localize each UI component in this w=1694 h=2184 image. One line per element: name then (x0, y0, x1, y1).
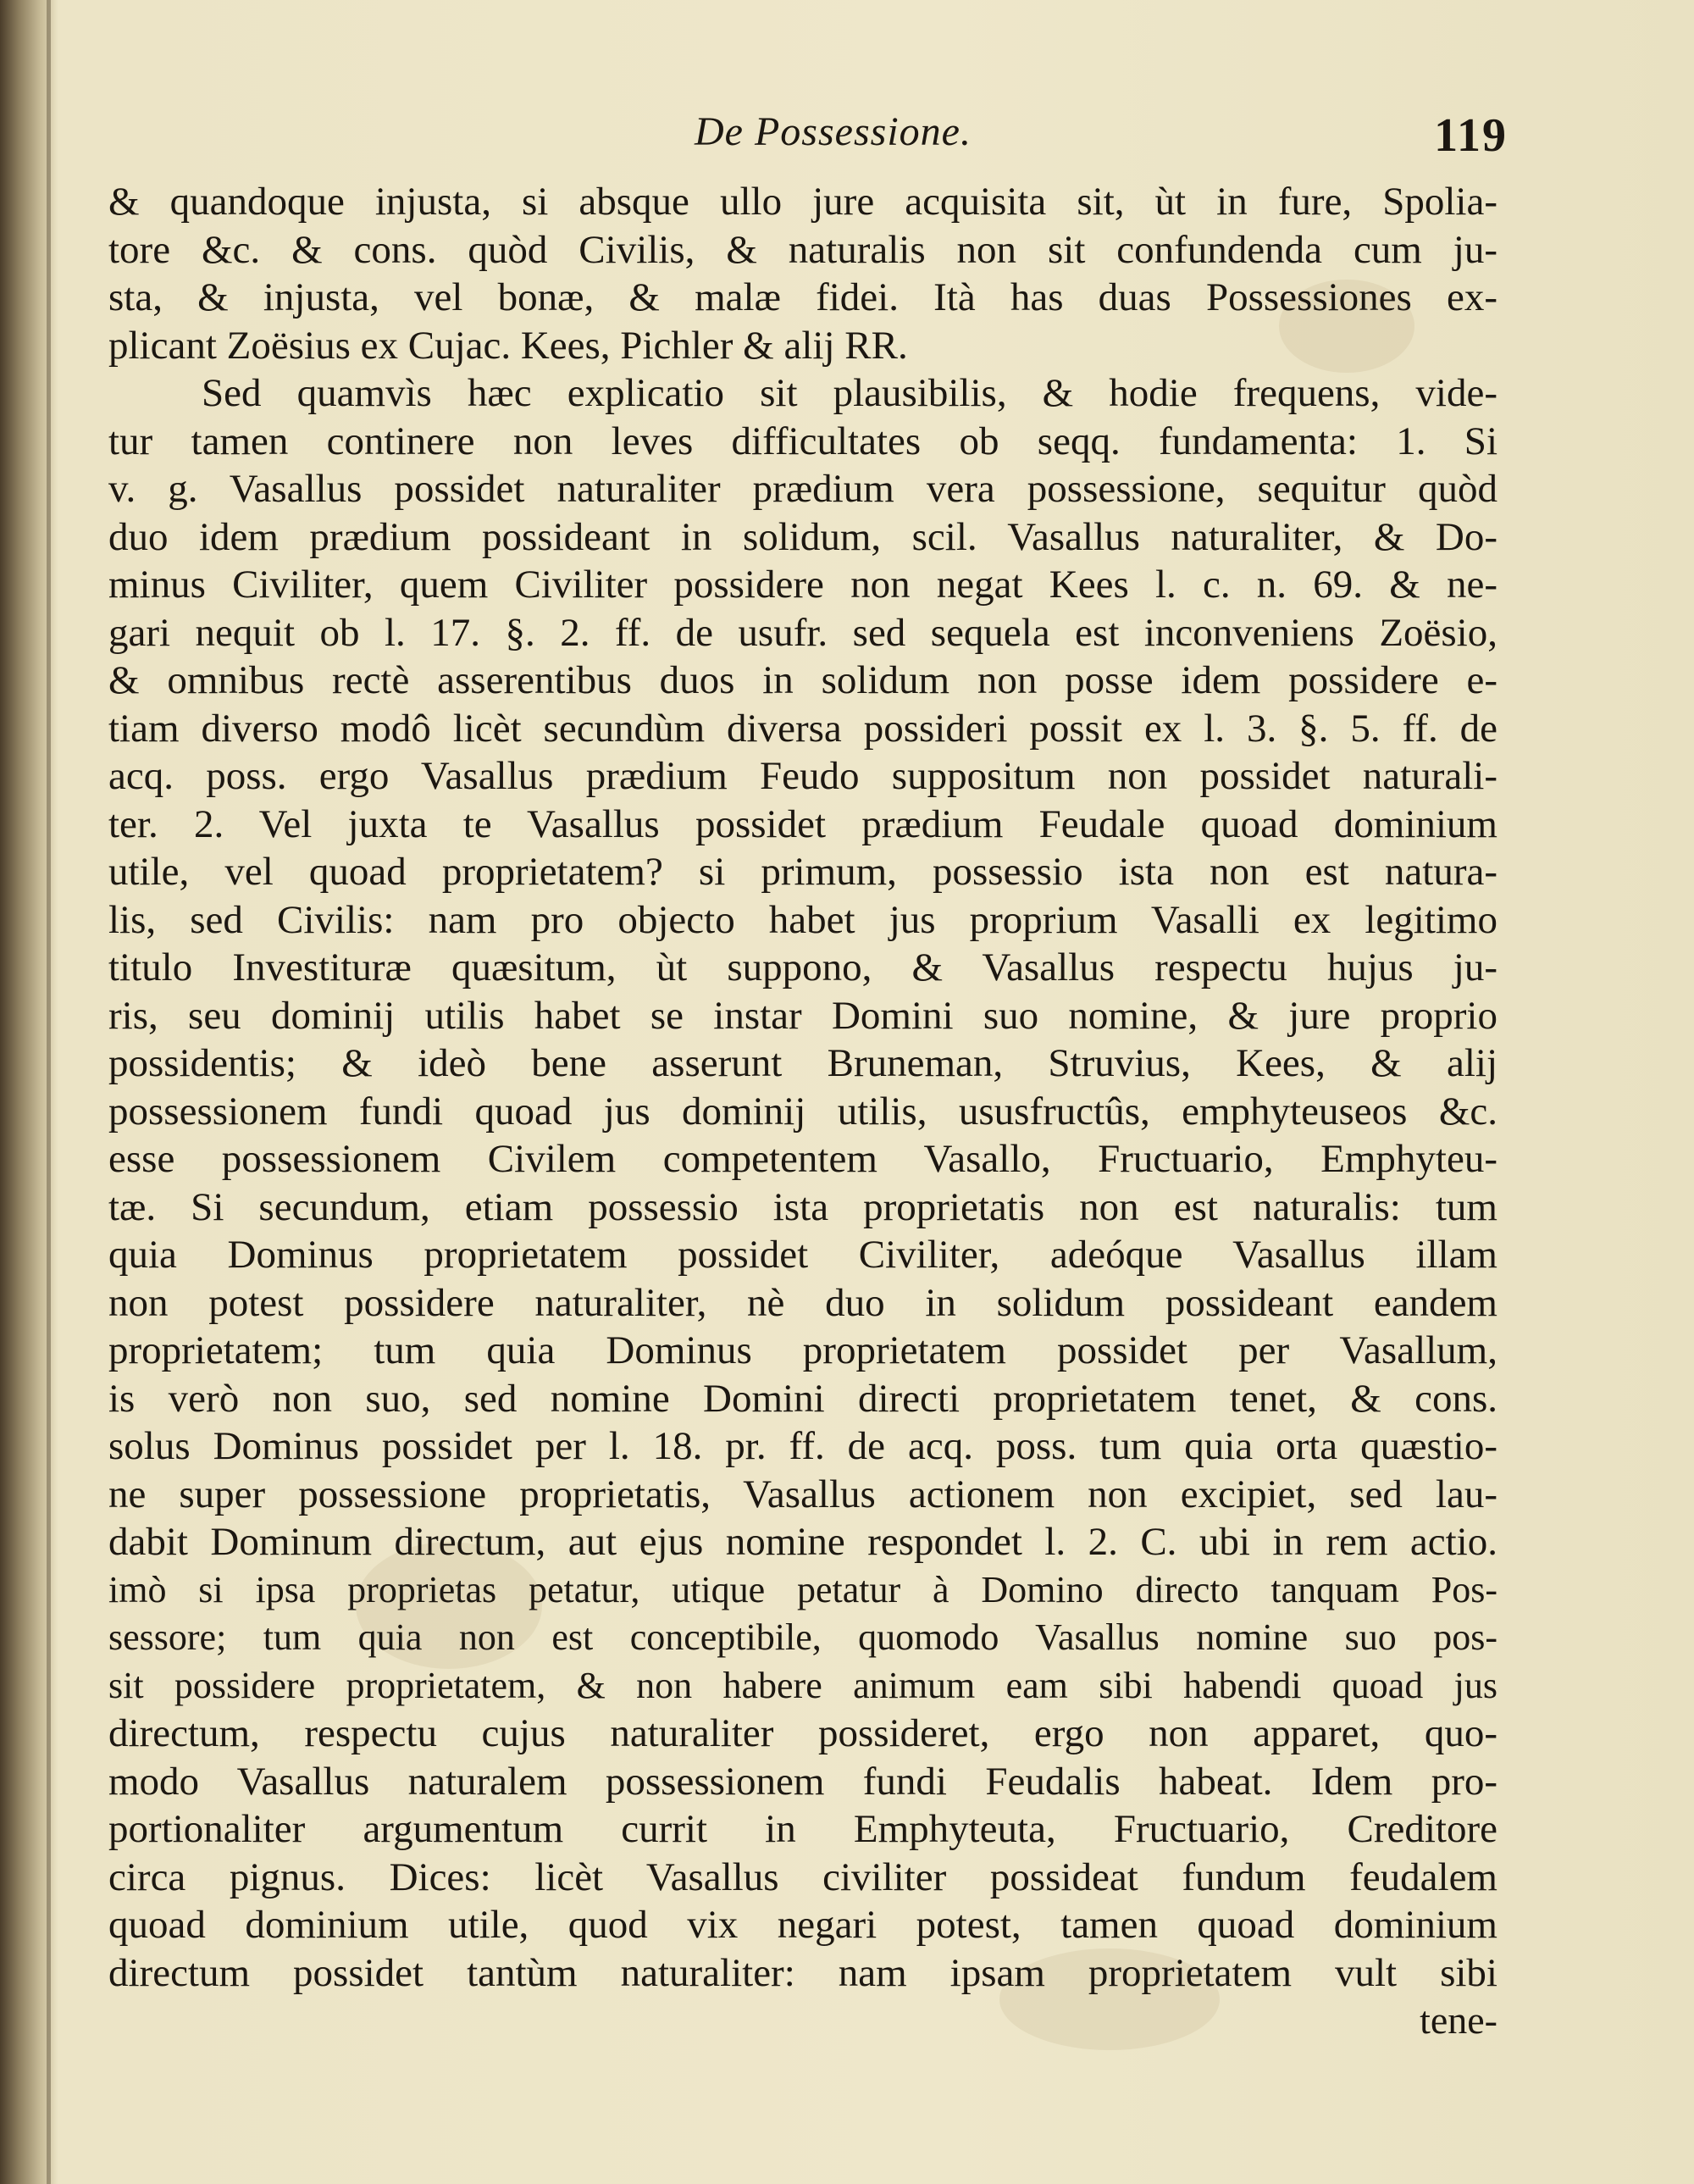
text-line: tur tamen continere non leves difficultates ob seqq. fundamenta: 1. Si (108, 419, 1497, 463)
text-line: directum possidet tantùm naturaliter: nam ipsam proprietatem vult sibi (108, 1950, 1497, 1995)
text-line: gari nequit ob l. 17. §. 2. ff. de usufr. sed sequela est inconveniens Zoësio, (108, 610, 1497, 655)
text-line: non potest possidere naturaliter, nè duo in solidum possideant eandem (108, 1280, 1497, 1325)
text-line: directum, respectu cujus naturaliter possideret, ergo non apparet, quo- (108, 1711, 1497, 1755)
main-text-block (108, 178, 1497, 1997)
text-line: proprietatem; tum quia Dominus proprietatem possidet per Vasallum, (108, 1328, 1497, 1372)
text-line: modo Vasallus naturalem possessionem fundi Feudalis habeat. Idem pro- (108, 1759, 1497, 1804)
text-line: portionaliter argumentum currit in Emphyteuta, Fructuario, Creditore (108, 1807, 1497, 1851)
text-line: is verò non suo, sed nomine Domini directi proprietatem tenet, & cons. (108, 1376, 1497, 1421)
text-line: quoad dominium utile, quod vix negari potest, tamen quoad dominium (108, 1903, 1497, 1947)
text-line: Sed quamvìs hæc explicatio sit plausibilis, & hodie frequens, vide- (202, 371, 1497, 415)
text-line: utile, vel quoad proprietatem? si primum, possessio ista non est natura- (108, 850, 1497, 894)
text-line: & quandoque injusta, si absque ullo jure acquisita sit, ùt in fure, Spolia- (108, 180, 1497, 224)
text-line: possidentis; & ideò bene asserunt Bruneman, Struvius, Kees, & alij (108, 1041, 1497, 1085)
text-line: esse possessionem Civilem competentem Vasallo, Fructuario, Emphyteu- (108, 1137, 1497, 1181)
text-line: ter. 2. Vel juxta te Vasallus possidet prædium Feudale quoad dominium (108, 801, 1497, 846)
text-line: acq. poss. ergo Vasallus prædium Feudo suppositum non possidet naturali- (108, 754, 1497, 798)
page-number: 119 (1434, 109, 1508, 162)
text-line: sessore; tum quia non est conceptibile, quomodo Vasallus nomine suo pos- (108, 1616, 1497, 1658)
text-line: sit possidere proprietatem, & non habere animum eam sibi habendi quoad jus (108, 1664, 1497, 1706)
text-line: tæ. Si secundum, etiam possessio ista proprietatis non est naturalis: tum (108, 1184, 1497, 1229)
text-line: quia Dominus proprietatem possidet Civiliter, adeóque Vasallus illam (108, 1233, 1497, 1277)
text-line: solus Dominus possidet per l. 18. pr. ff. de acq. poss. tum quia orta quæstio- (108, 1424, 1497, 1468)
catchword: tene- (1420, 1998, 1497, 2042)
text-line: minus Civiliter, quem Civiliter possidere non negat Kees l. c. n. 69. & ne- (108, 563, 1497, 607)
text-line: sta, & injusta, vel bonæ, & malæ fidei. Ità has duas Possessiones ex- (108, 275, 1497, 319)
text-line: plicant Zoësius ex Cujac. Kees, Pichler & alij RR. (108, 323, 908, 368)
text-line: tiam diverso modô licèt secundùm diversa possideri possit ex l. 3. §. 5. ff. de (108, 706, 1497, 751)
text-line: v. g. Vasallus possidet naturaliter prædium vera possessione, sequitur quòd (108, 467, 1497, 511)
text-line: titulo Investituræ quæsitum, ùt suppono, & Vasallus respectu hujus ju- (108, 945, 1497, 989)
text-line: lis, sed Civilis: nam pro objecto habet jus proprium Vasalli ex legitimo (108, 897, 1497, 942)
text-line: ris, seu dominij utilis habet se instar Domini suo nomine, & jure proprio (108, 993, 1497, 1038)
text-line: imò si ipsa proprietas petatur, utique petatur à Domino directo tanquam Pos- (108, 1568, 1497, 1610)
page-header (110, 108, 1508, 176)
gutter-edge (47, 0, 51, 2184)
text-line: & omnibus rectè asserentibus duos in solidum non posse idem possidere e- (108, 658, 1497, 702)
text-line: circa pignus. Dices: licèt Vasallus civiliter possideat fundum feudalem (108, 1854, 1497, 1899)
text-line: tore &c. & cons. quòd Civilis, & naturalis non sit confundenda cum ju- (108, 227, 1497, 272)
running-title: De Possessione. (695, 109, 972, 154)
text-line: dabit Dominum directum, aut ejus nomine respondet l. 2. C. ubi in rem actio. (108, 1520, 1497, 1564)
text-line: possessionem fundi quoad jus dominij utilis, ususfructûs, emphyteuseos &c. (108, 1089, 1497, 1134)
text-line: duo idem prædium possideant in solidum, scil. Vasallus naturaliter, & Do- (108, 514, 1497, 559)
text-line: ne super possessione proprietatis, Vasallus actionem non excipiet, sed lau- (108, 1472, 1497, 1516)
